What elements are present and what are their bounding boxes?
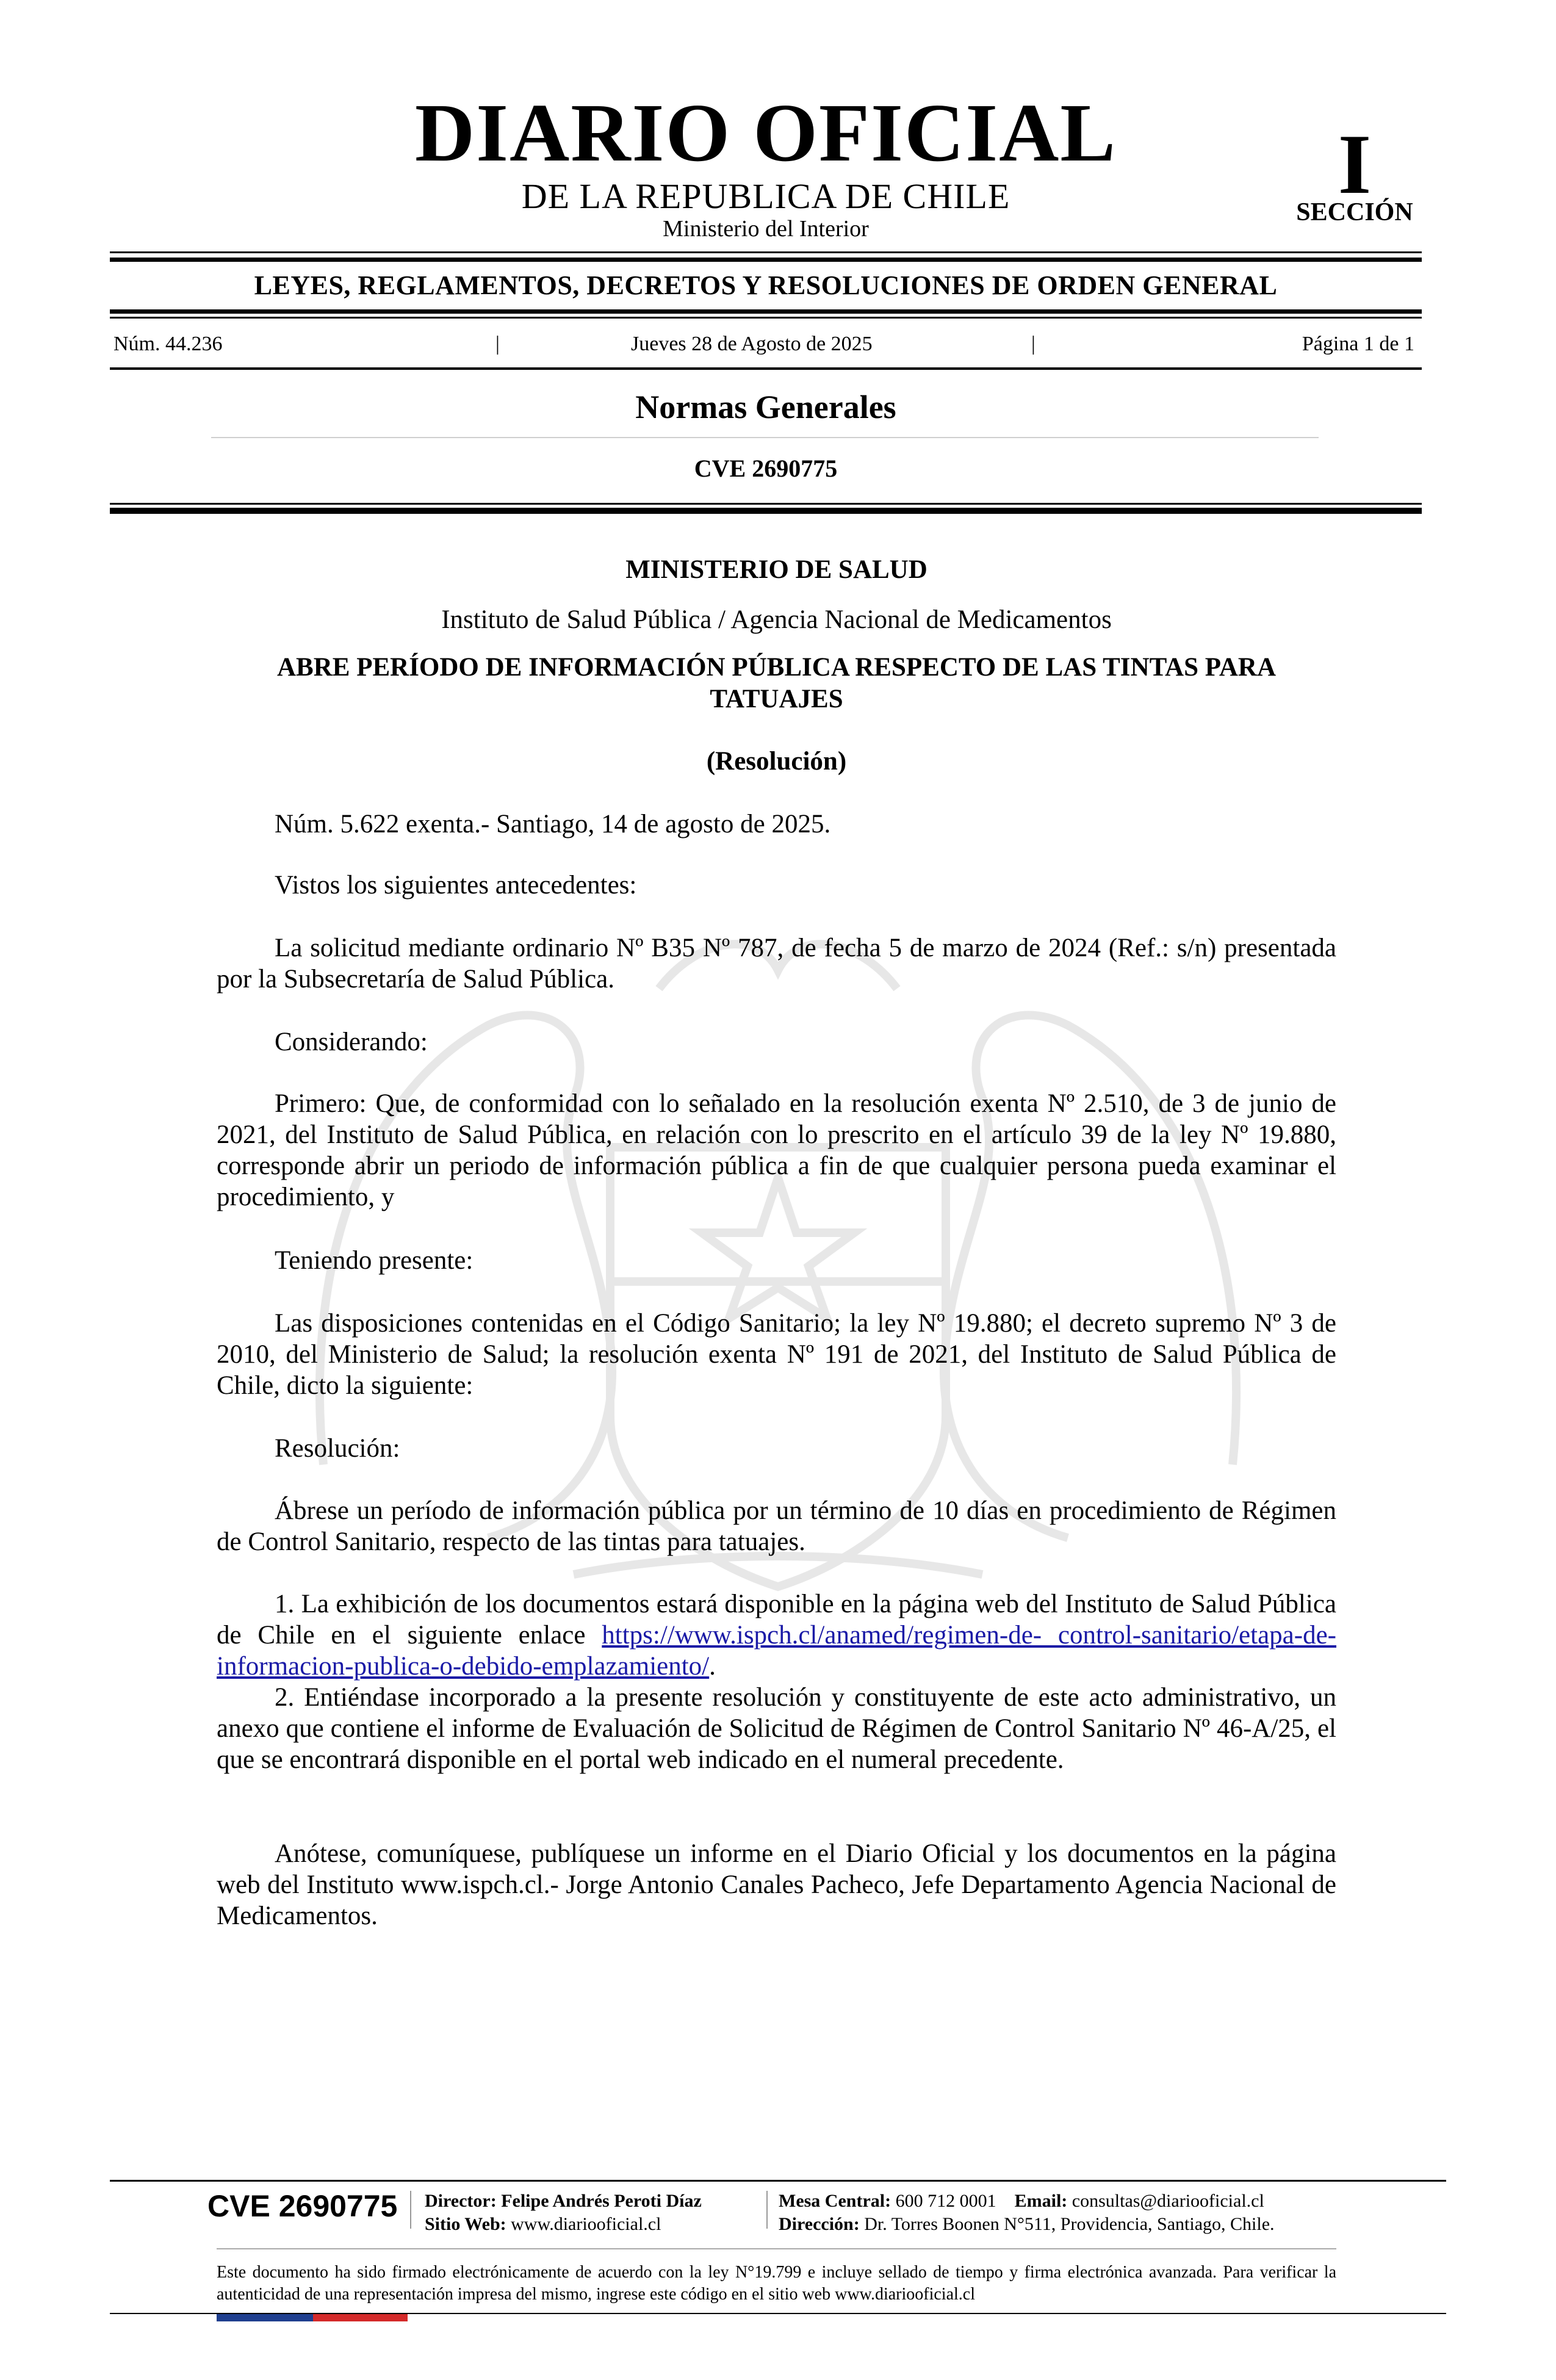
band-bottom-rule-2 <box>110 317 1422 319</box>
document-type: (Resolución) <box>706 747 847 776</box>
info-separator-2: | <box>1031 333 1036 355</box>
vistos-heading: Vistos los siguientes antecedentes: <box>275 871 637 900</box>
masthead-title: DIARIO OFICIAL <box>414 87 1117 179</box>
paragraph-antecedentes: La solicitud mediante ordinario Nº B35 Nº 787, de fecha 5 de marzo de 2024 (Ref.: s/n) presentada por la Subsecretaría de Salud Pública. <box>217 934 1336 993</box>
cve-code: CVE 2690775 <box>694 455 838 482</box>
document-title-line-2: TATUAJES <box>710 685 843 713</box>
band-top-rule <box>110 251 1422 253</box>
flag-stripe-blue <box>217 2314 313 2321</box>
paragraph-anotese: Anótese, comuníquese, publíquese un informe en el Diario Oficial y los documentos en la página web del Instituto www.ispch.cl.- Jorge Antonio Canales Pacheco, Jefe Departamento Agencia Nacional de Medicamentos. <box>217 1839 1336 1930</box>
footer-cve-code: CVE 2690775 <box>207 2189 398 2223</box>
section-heading: Normas Generales <box>635 389 896 425</box>
band-bottom-rule <box>110 309 1422 314</box>
page-indicator: Página 1 de 1 <box>1302 333 1414 355</box>
footer-director-block: Director: Felipe Andrés Peroti Díaz Sitio Web: www.diariooficial.cl <box>425 2191 702 2234</box>
masthead-subtitle: DE LA REPUBLICA DE CHILE <box>521 176 1010 216</box>
paragraph-item-1: 1. La exhibición de los documentos estará disponible en la página web del Instituto de Salud Pública de Chile en el siguiente enlace https://www.ispch.cl/anamed/regimen-de- control-sanitario/etapa-de-informacion-publica-o-debido-emplazamiento/. <box>217 1590 1336 1681</box>
flag-stripe-red <box>313 2314 408 2321</box>
resolution-number: Núm. 5.622 exenta.- Santiago, 14 de agosto de 2025. <box>275 810 831 838</box>
paragraph-abrese: Ábrese un período de información pública por un término de 10 días en procedimiento de Régimen de Control Sanitario, respecto de las tintas para tatuajes. <box>217 1496 1336 1556</box>
footer-middle-rule <box>217 2248 1336 2249</box>
ministry-heading: MINISTERIO DE SALUD <box>625 555 927 584</box>
considerando-heading: Considerando: <box>275 1028 428 1056</box>
document-title-line-1: ABRE PERÍODO DE INFORMACIÓN PÚBLICA RESPECTO DE LAS TINTAS PARA <box>276 653 1277 682</box>
paragraph-disposiciones: Las disposiciones contenidas en el Código Sanitario; la ley Nº 19.880; el decreto supremo Nº 3 de 2010, del Ministerio de Salud; la resolución exenta Nº 191 de 2021, del Instituto de Salud Pública de Chile, dicto la siguiente: <box>217 1309 1336 1400</box>
section-label: SECCIÓN <box>1296 198 1413 226</box>
header-bottom-rule <box>110 503 1422 505</box>
section-heading-rule <box>211 437 1319 438</box>
institute-line: Instituto de Salud Pública / Agencia Nacional de Medicamentos <box>441 605 1112 634</box>
resolucion-heading: Resolución: <box>275 1434 400 1463</box>
band-top-rule-2 <box>110 258 1422 262</box>
paragraph-primero: Primero: Que, de conformidad con lo señalado en la resolución exenta Nº 2.510, de 3 de junio de 2021, del Instituto de Salud Pública, en relación con lo prescrito en el artículo 39 de la ley Nº 19.880, corresponde abrir un periodo de información pública a fin de que cualquier persona pueda examinar el procedimiento, y <box>217 1089 1336 1211</box>
masthead-ministry: Ministerio del Interior <box>663 216 869 242</box>
header-bottom-rule-2 <box>110 508 1422 514</box>
footer-divider-2 <box>766 2191 768 2229</box>
footer-divider-1 <box>410 2191 411 2229</box>
issue-number: Núm. 44.236 <box>113 333 223 355</box>
info-separator-1: | <box>495 333 500 355</box>
issue-date: Jueves 28 de Agosto de 2025 <box>631 333 873 355</box>
info-bottom-rule <box>110 367 1422 370</box>
section-numeral: I <box>1338 117 1372 212</box>
band-title: LEYES, REGLAMENTOS, DECRETOS Y RESOLUCIONES DE ORDEN GENERAL <box>254 270 1278 300</box>
paragraph-item-2: 2. Entiéndase incorporado a la presente resolución y constituyente de este acto administrativo, un anexo que contiene el informe de Evaluación de Solicitud de Régimen de Control Sanitario Nº 46-A/25, el que se encontrará disponible en el portal web indicado en el numeral precedente. <box>217 1683 1336 1774</box>
footer-contact-block: Mesa Central: 600 712 0001 Email: consultas@diariooficial.cl Dirección: Dr. Torres Boonen N°511, Providencia, Santiago, Chile. <box>779 2191 1275 2234</box>
footer-legal-note: Este documento ha sido firmado electrónicamente de acuerdo con la ley N°19.799 e incluye sellado de tiempo y firma electrónica avanzada. Para verificar la autenticidad de una representación impresa del mismo, ingrese este código en el sitio web www.diariooficial.cl <box>217 2263 1336 2304</box>
footer-top-rule <box>110 2180 1446 2182</box>
ispch-link[interactable]: https://www.ispch.cl/anamed/regimen-de- control-sanitario/etapa-de-informacion-publica-o-debido-emplazamiento/ <box>217 1621 1336 1681</box>
teniendo-presente-heading: Teniendo presente: <box>275 1246 474 1275</box>
